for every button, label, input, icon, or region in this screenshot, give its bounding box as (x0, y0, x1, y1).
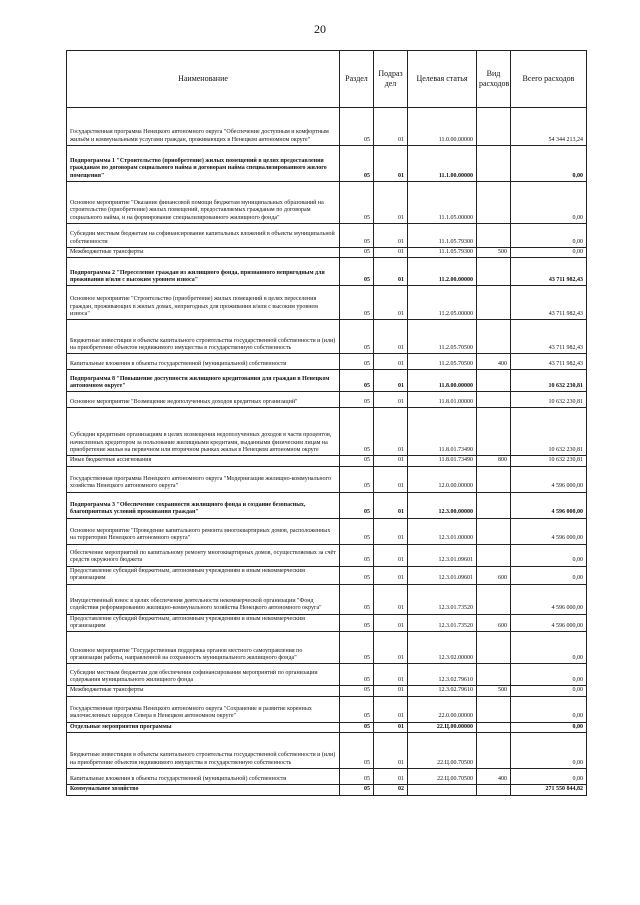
row-expense-type (477, 258, 511, 286)
row-section: 05 (340, 544, 374, 566)
row-subsection: 01 (374, 518, 408, 544)
row-subsection: 01 (374, 456, 408, 466)
row-name: Подпрограмма 2 "Переселение граждан из жилищного фонда, признанного непригодным для проживания и/или с высоким уровнем износа" (67, 258, 340, 286)
table-row (67, 466, 587, 492)
row-subsection: 01 (374, 108, 408, 146)
row-name: Субсидии местным бюджетам на софинансирование капитальных вложений в объекты муниципальной собственности (67, 224, 340, 248)
row-section: 05 (340, 182, 374, 224)
row-section: 05 (340, 686, 374, 696)
row-target: 11.8.01.00000 (408, 392, 477, 408)
row-total: 0,00 (511, 182, 587, 224)
header-section: Раздел (340, 51, 374, 108)
row-total: 0,00 (511, 664, 587, 686)
table-row (67, 258, 587, 286)
row-subsection: 01 (374, 632, 408, 664)
row-total: 4 596 000,00 (511, 492, 587, 518)
row-total: 10 632 230,81 (511, 392, 587, 408)
row-name: Обеспечение мероприятий по капитальному ремонту многоквартирных домов, осуществляемых за счёт средств окружного бюджета (67, 544, 340, 566)
row-target: 11.8.00.00000 (408, 370, 477, 392)
row-subsection: 01 (374, 492, 408, 518)
row-expense-type: 500 (477, 686, 511, 696)
row-subsection: 01 (374, 182, 408, 224)
table-row (67, 224, 587, 248)
row-name: Предоставление субсидий бюджетным, автономным учреждениям и иным некоммерческим организациям (67, 566, 340, 584)
row-target: 11.1.05.00000 (408, 182, 477, 224)
row-expense-type (477, 518, 511, 544)
row-name: Государственная программа Ненецкого автономного округа "Модернизация жилищно-коммунального хозяйства Ненецкого автономного округа" (67, 466, 340, 492)
row-subsection: 01 (374, 466, 408, 492)
row-total: 0,00 (511, 248, 587, 258)
row-total: 0,00 (511, 146, 587, 182)
row-target: 11.8.01.73490 (408, 408, 477, 456)
row-section: 05 (340, 632, 374, 664)
row-name: Подпрограмма 8 "Повышение доступности жилищного кредитования для граждан в Ненецком автономном округе" (67, 370, 340, 392)
row-target: 22.Ц.00.70500 (408, 733, 477, 769)
row-name: Основное мероприятие "Возмещение недополученных доходов кредитных организаций" (67, 392, 340, 408)
row-total: 0,00 (511, 632, 587, 664)
row-total: 0,00 (511, 224, 587, 248)
row-total: 10 632 230,81 (511, 456, 587, 466)
row-expense-type (477, 785, 511, 795)
row-name: Основное мероприятие "Строительство (приобретение) жилых помещений в целях переселения граждан, проживающих в жилых домах, непригодных для проживания и/или с высоким уровнем износа" (67, 286, 340, 320)
row-section: 05 (340, 408, 374, 456)
row-target: 22.Ц.00.00000 (408, 722, 477, 732)
table-row (67, 518, 587, 544)
row-subsection: 01 (374, 258, 408, 286)
row-section: 05 (340, 492, 374, 518)
row-target: 12.3.02.79610 (408, 664, 477, 686)
row-section: 05 (340, 146, 374, 182)
row-expense-type: 400 (477, 354, 511, 370)
row-expense-type (477, 320, 511, 354)
row-subsection: 01 (374, 544, 408, 566)
row-expense-type: 400 (477, 769, 511, 785)
table-row (67, 733, 587, 769)
table-row (67, 785, 587, 795)
row-section: 05 (340, 248, 374, 258)
row-section: 05 (340, 370, 374, 392)
table-row (67, 456, 587, 466)
row-total: 0,00 (511, 544, 587, 566)
table-row (67, 146, 587, 182)
row-expense-type (477, 664, 511, 686)
row-total: 0,00 (511, 769, 587, 785)
row-name: Подпрограмма 3 "Обеспечение сохранности жилищного фонда и создание безопасных, благоприятных условий проживания граждан" (67, 492, 340, 518)
row-subsection: 01 (374, 370, 408, 392)
table-row (67, 614, 587, 632)
row-subsection: 01 (374, 408, 408, 456)
row-name: Имущественный взнос в целях обеспечения деятельности некоммерческой организации "Фонд содействия реформированию жилищно-коммунального хозяйства Ненецкого автономного округа" (67, 584, 340, 614)
table-row (67, 544, 587, 566)
page-number: 20 (314, 22, 326, 36)
row-target: 11.1.05.79300 (408, 248, 477, 258)
table-row (67, 248, 587, 258)
row-target: 12.3.01.00000 (408, 518, 477, 544)
row-section: 05 (340, 320, 374, 354)
row-total: 0,00 (511, 733, 587, 769)
row-total: 4 596 000,00 (511, 584, 587, 614)
table-row (67, 354, 587, 370)
row-expense-type (477, 722, 511, 732)
table-row (67, 370, 587, 392)
row-subsection: 01 (374, 584, 408, 614)
row-expense-type (477, 733, 511, 769)
row-expense-type (477, 466, 511, 492)
row-subsection: 01 (374, 733, 408, 769)
row-target (408, 785, 477, 795)
table-row (67, 696, 587, 722)
row-total: 43 711 982,43 (511, 286, 587, 320)
row-target: 11.1.05.79300 (408, 224, 477, 248)
row-subsection: 02 (374, 785, 408, 795)
row-target: 11.2.05.70500 (408, 354, 477, 370)
row-name: Коммунальное хозяйство (67, 785, 340, 795)
table-row (67, 408, 587, 456)
row-name: Межбюджетные трансферты (67, 686, 340, 696)
row-subsection: 01 (374, 354, 408, 370)
budget-table (66, 50, 587, 796)
row-subsection: 01 (374, 686, 408, 696)
row-subsection: 01 (374, 722, 408, 732)
row-target: 12.3.01.73520 (408, 584, 477, 614)
row-total: 54 344 213,24 (511, 108, 587, 146)
row-subsection: 01 (374, 286, 408, 320)
table-row (67, 686, 587, 696)
table-row (67, 182, 587, 224)
row-name: Основное мероприятие "Оказание финансовой помощи бюджетам муниципальных образований на строительство (приобретение) жилых помещений, предоставляемых гражданам по договорам социального найма, и на формирование специализированного жилищного фонда" (67, 182, 340, 224)
row-section: 05 (340, 614, 374, 632)
row-expense-type (477, 392, 511, 408)
row-expense-type (477, 286, 511, 320)
row-subsection: 01 (374, 224, 408, 248)
row-total: 271 550 844,82 (511, 785, 587, 795)
row-expense-type (477, 408, 511, 456)
table-row (67, 584, 587, 614)
row-total: 4 596 000,00 (511, 614, 587, 632)
table-row (67, 108, 587, 146)
row-expense-type: 600 (477, 614, 511, 632)
row-subsection: 01 (374, 320, 408, 354)
row-expense-type: 800 (477, 456, 511, 466)
row-section: 05 (340, 224, 374, 248)
row-name: Государственная программа Ненецкого автономного округа "Сохранение и развитие коренных малочисленных народов Севера в Ненецком автономном округе" (67, 696, 340, 722)
header-expense-type: Вид расходов (477, 51, 511, 108)
row-total: 10 632 230,81 (511, 370, 587, 392)
row-section: 05 (340, 664, 374, 686)
row-subsection: 01 (374, 614, 408, 632)
row-target: 11.0.00.00000 (408, 108, 477, 146)
row-expense-type (477, 370, 511, 392)
row-name: Подпрограмма 1 "Строительство (приобретение) жилых помещений в целях предоставления гражданам по договорам социального найма и договорам найма специализированного жилого помещения" (67, 146, 340, 182)
row-subsection: 01 (374, 392, 408, 408)
row-total: 0,00 (511, 686, 587, 696)
table-row (67, 769, 587, 785)
row-section: 05 (340, 696, 374, 722)
header-subsection: Подраз дел (374, 51, 408, 108)
row-subsection: 01 (374, 664, 408, 686)
row-subsection: 01 (374, 248, 408, 258)
row-name: Субсидии местным бюджетам для обеспечения софинансирования мероприятий по организации содержания муниципального жилищного фонда (67, 664, 340, 686)
row-subsection: 01 (374, 566, 408, 584)
row-target: 12.3.01.73520 (408, 614, 477, 632)
row-section: 05 (340, 733, 374, 769)
table-row (67, 392, 587, 408)
table-row (67, 722, 587, 732)
row-total: 43 711 982,43 (511, 354, 587, 370)
table-header-row (67, 51, 587, 108)
row-expense-type: 500 (477, 248, 511, 258)
row-expense-type (477, 108, 511, 146)
row-name: Субсидии кредитным организациям в целях возмещения недополученных доходов в части процентов, начисленных кредитором за пользование жилищными кредитами, выданными физическим лицам на приобретение жилья на первичном или вторичном рынках жилья в Ненецком автономном округе (67, 408, 340, 456)
row-section: 05 (340, 518, 374, 544)
row-target: 12.3.02.79610 (408, 686, 477, 696)
row-target: 22.Ц.00.70500 (408, 769, 477, 785)
row-expense-type (477, 182, 511, 224)
row-target: 11.1.00.00000 (408, 146, 477, 182)
row-target: 11.8.01.73490 (408, 456, 477, 466)
row-name: Основное мероприятие "Проведение капитального ремонта многоквартирных домов, расположенных на территории Ненецкого автономного округа" (67, 518, 340, 544)
row-target: 12.0.00.00000 (408, 466, 477, 492)
table-row (67, 492, 587, 518)
header-name: Наименование (67, 51, 340, 108)
row-expense-type (477, 224, 511, 248)
row-expense-type (477, 632, 511, 664)
row-section: 05 (340, 584, 374, 614)
row-total: 43 711 982,43 (511, 258, 587, 286)
row-target: 12.3.00.00000 (408, 492, 477, 518)
row-section: 05 (340, 258, 374, 286)
row-total: 4 596 000,00 (511, 466, 587, 492)
table-body (67, 108, 587, 796)
row-section: 05 (340, 354, 374, 370)
row-name: Предоставление субсидий бюджетным, автономным учреждениям и иным некоммерческим организациям (67, 614, 340, 632)
row-name: Капитальные вложения в объекты государственной (муниципальной) собственности (67, 354, 340, 370)
row-name: Иные бюджетные ассигнования (67, 456, 340, 466)
row-expense-type (477, 146, 511, 182)
row-section: 05 (340, 108, 374, 146)
row-total: 43 711 982,43 (511, 320, 587, 354)
row-total: 0,00 (511, 566, 587, 584)
row-expense-type (477, 492, 511, 518)
row-target: 11.2.00.00000 (408, 258, 477, 286)
row-section: 05 (340, 566, 374, 584)
row-total: 4 596 000,00 (511, 518, 587, 544)
row-target: 12.3.01.09601 (408, 566, 477, 584)
row-section: 05 (340, 456, 374, 466)
row-total: 10 632 230,81 (511, 408, 587, 456)
row-section: 05 (340, 286, 374, 320)
row-expense-type (477, 544, 511, 566)
row-subsection: 01 (374, 146, 408, 182)
row-subsection: 01 (374, 696, 408, 722)
table-row (67, 320, 587, 354)
row-total: 0,00 (511, 696, 587, 722)
row-name: Государственная программа Ненецкого автономного округа "Обеспечение доступным и комфортным жильём и коммунальными услугами граждан, проживающих в Ненецком автономном округе" (67, 108, 340, 146)
row-target: 12.3.01.09601 (408, 544, 477, 566)
row-subsection: 01 (374, 769, 408, 785)
row-section: 05 (340, 392, 374, 408)
row-target: 11.2.05.70500 (408, 320, 477, 354)
table-row (67, 632, 587, 664)
row-name: Основное мероприятие "Государственная поддержка органов местного самоуправления по организации работы, направленной на сохранность муниципального жилищного фонда" (67, 632, 340, 664)
row-total: 0,00 (511, 722, 587, 732)
row-section: 05 (340, 722, 374, 732)
header-total: Всего расходов (511, 51, 587, 108)
row-expense-type (477, 696, 511, 722)
row-expense-type (477, 584, 511, 614)
row-name: Межбюджетные трансферты (67, 248, 340, 258)
row-name: Бюджетные инвестиции в объекты капитального строительства государственной собственности и (или) на приобретение объектов недвижимого имущества в государственную собственность (67, 320, 340, 354)
table-row (67, 566, 587, 584)
row-target: 11.2.05.00000 (408, 286, 477, 320)
table-row (67, 664, 587, 686)
header-target: Целевая статья (408, 51, 477, 108)
row-section: 05 (340, 769, 374, 785)
row-name: Бюджетные инвестиции в объекты капитального строительства государственной собственности и (или) на приобретение объектов недвижимого имущества в государственную собственность (67, 733, 340, 769)
table-row (67, 286, 587, 320)
row-target: 22.0.00.00000 (408, 696, 477, 722)
row-name: Отдельные мероприятия программы (67, 722, 340, 732)
row-expense-type: 600 (477, 566, 511, 584)
row-section: 05 (340, 785, 374, 795)
row-name: Капитальные вложения в объекты государственной (муниципальной) собственности (67, 769, 340, 785)
row-target: 12.3.02.00000 (408, 632, 477, 664)
row-section: 05 (340, 466, 374, 492)
